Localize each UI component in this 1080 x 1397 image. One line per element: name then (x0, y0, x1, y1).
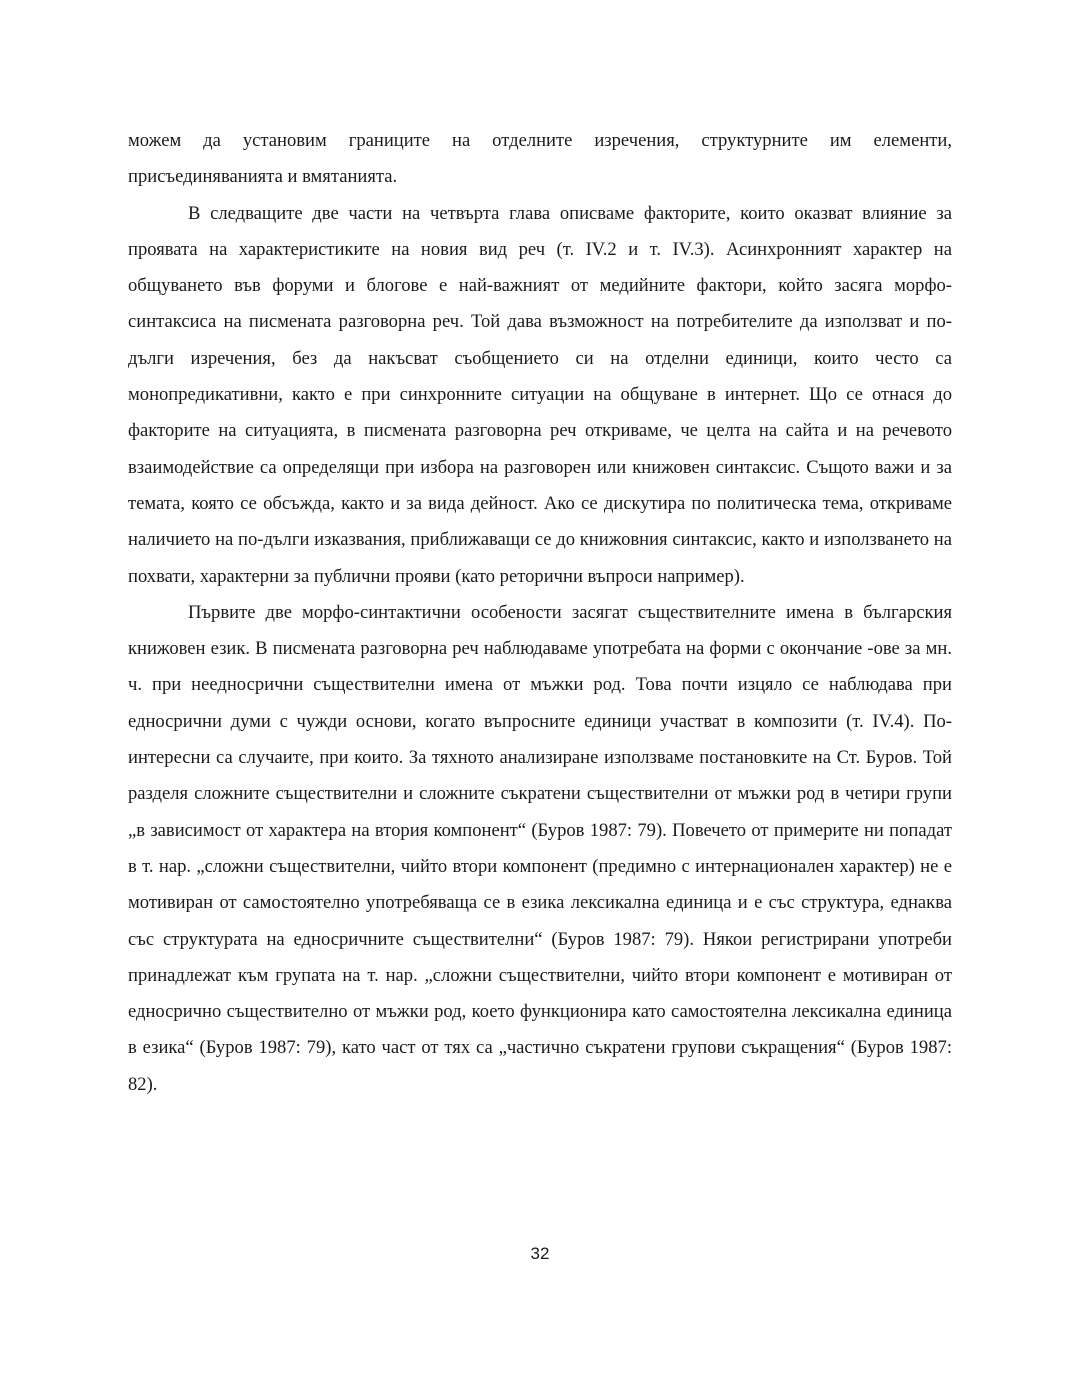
paragraph-nouns: Първите две морфо-синтактични особености засягат съществителните имена в българския книжовен език. В писмената разговорна реч наблюдаваме употребата на форми с окончание -ове за мн. ч. при неедносрични съществителни имена от мъжки род. Това почти изцяло се наблюдава при едносрични думи с чужди основи, когато въпросните единици участват в композити (т. IV.4). По-интересни са случаите, при които. За тяхното анализиране използваме постановките на Ст. Буров. Той разделя сложните съществителни и сложните съкратени съществителни от мъжки род в четири групи „в зависимост от характера на втория компонент“ (Буров 1987: 79). Повечето от примерите ни попадат в т. нар. „сложни съществителни, чийто втори компонент (предимно с интернационален характер) не е мотивиран от самостоятелно употребяваща се в езика лексикална единица и е със структура, еднаква със структурата на едносричните съществителни“ (Буров 1987: 79). Някои регистрирани употреби принадлежат към групата на т. нар. „сложни съществителни, чийто втори компонент е мотивиран от едносрично съществително от мъжки род, което функционира като самостоятелна лексикална единица в езика“ (Буров 1987: 79), като част от тях са „частично съкратени групови съкращения“ (Буров 1987: 82). (128, 601, 952, 1095)
page-number: 32 (530, 1244, 550, 1263)
paragraph-continuation: можем да установим границите на отделните изречения, структурните им елементи, присъединяванията и вмятанията. (128, 130, 952, 188)
paragraph-factors: В следващите две части на четвърта глава описваме факторите, които оказват влияние за проявата на характеристиките на новия вид реч (т. IV.2 и т. IV.3). Асинхронният характер на общуването във форуми и блогове е най-важният от медийните фактори, който засяга морфо-синтаксиса на писмената разговорна реч. Той дава възможност на потребителите да използват и по-дълги изречения, без да накъсват съобщението си на отделни единици, които често са монопредикативни, както е при синхронните ситуации на общуване в интернет. Що се отнася до факторите на ситуацията, в писмената разговорна реч откриваме, че целта на сайта и на речевото взаимодействие са определящи при избора на разговорен или книжовен синтаксис. Същото важи и за темата, която се обсъжда, както и за вида дейност. Ако се дискутира по политическа тема, откриваме наличието на по-дълги изказвания, приближаващи се до книжовния синтаксис, както и използването на похвати, характерни за публични прояви (като реторични въпроси например). (128, 202, 952, 587)
body-text (128, 123, 952, 1103)
